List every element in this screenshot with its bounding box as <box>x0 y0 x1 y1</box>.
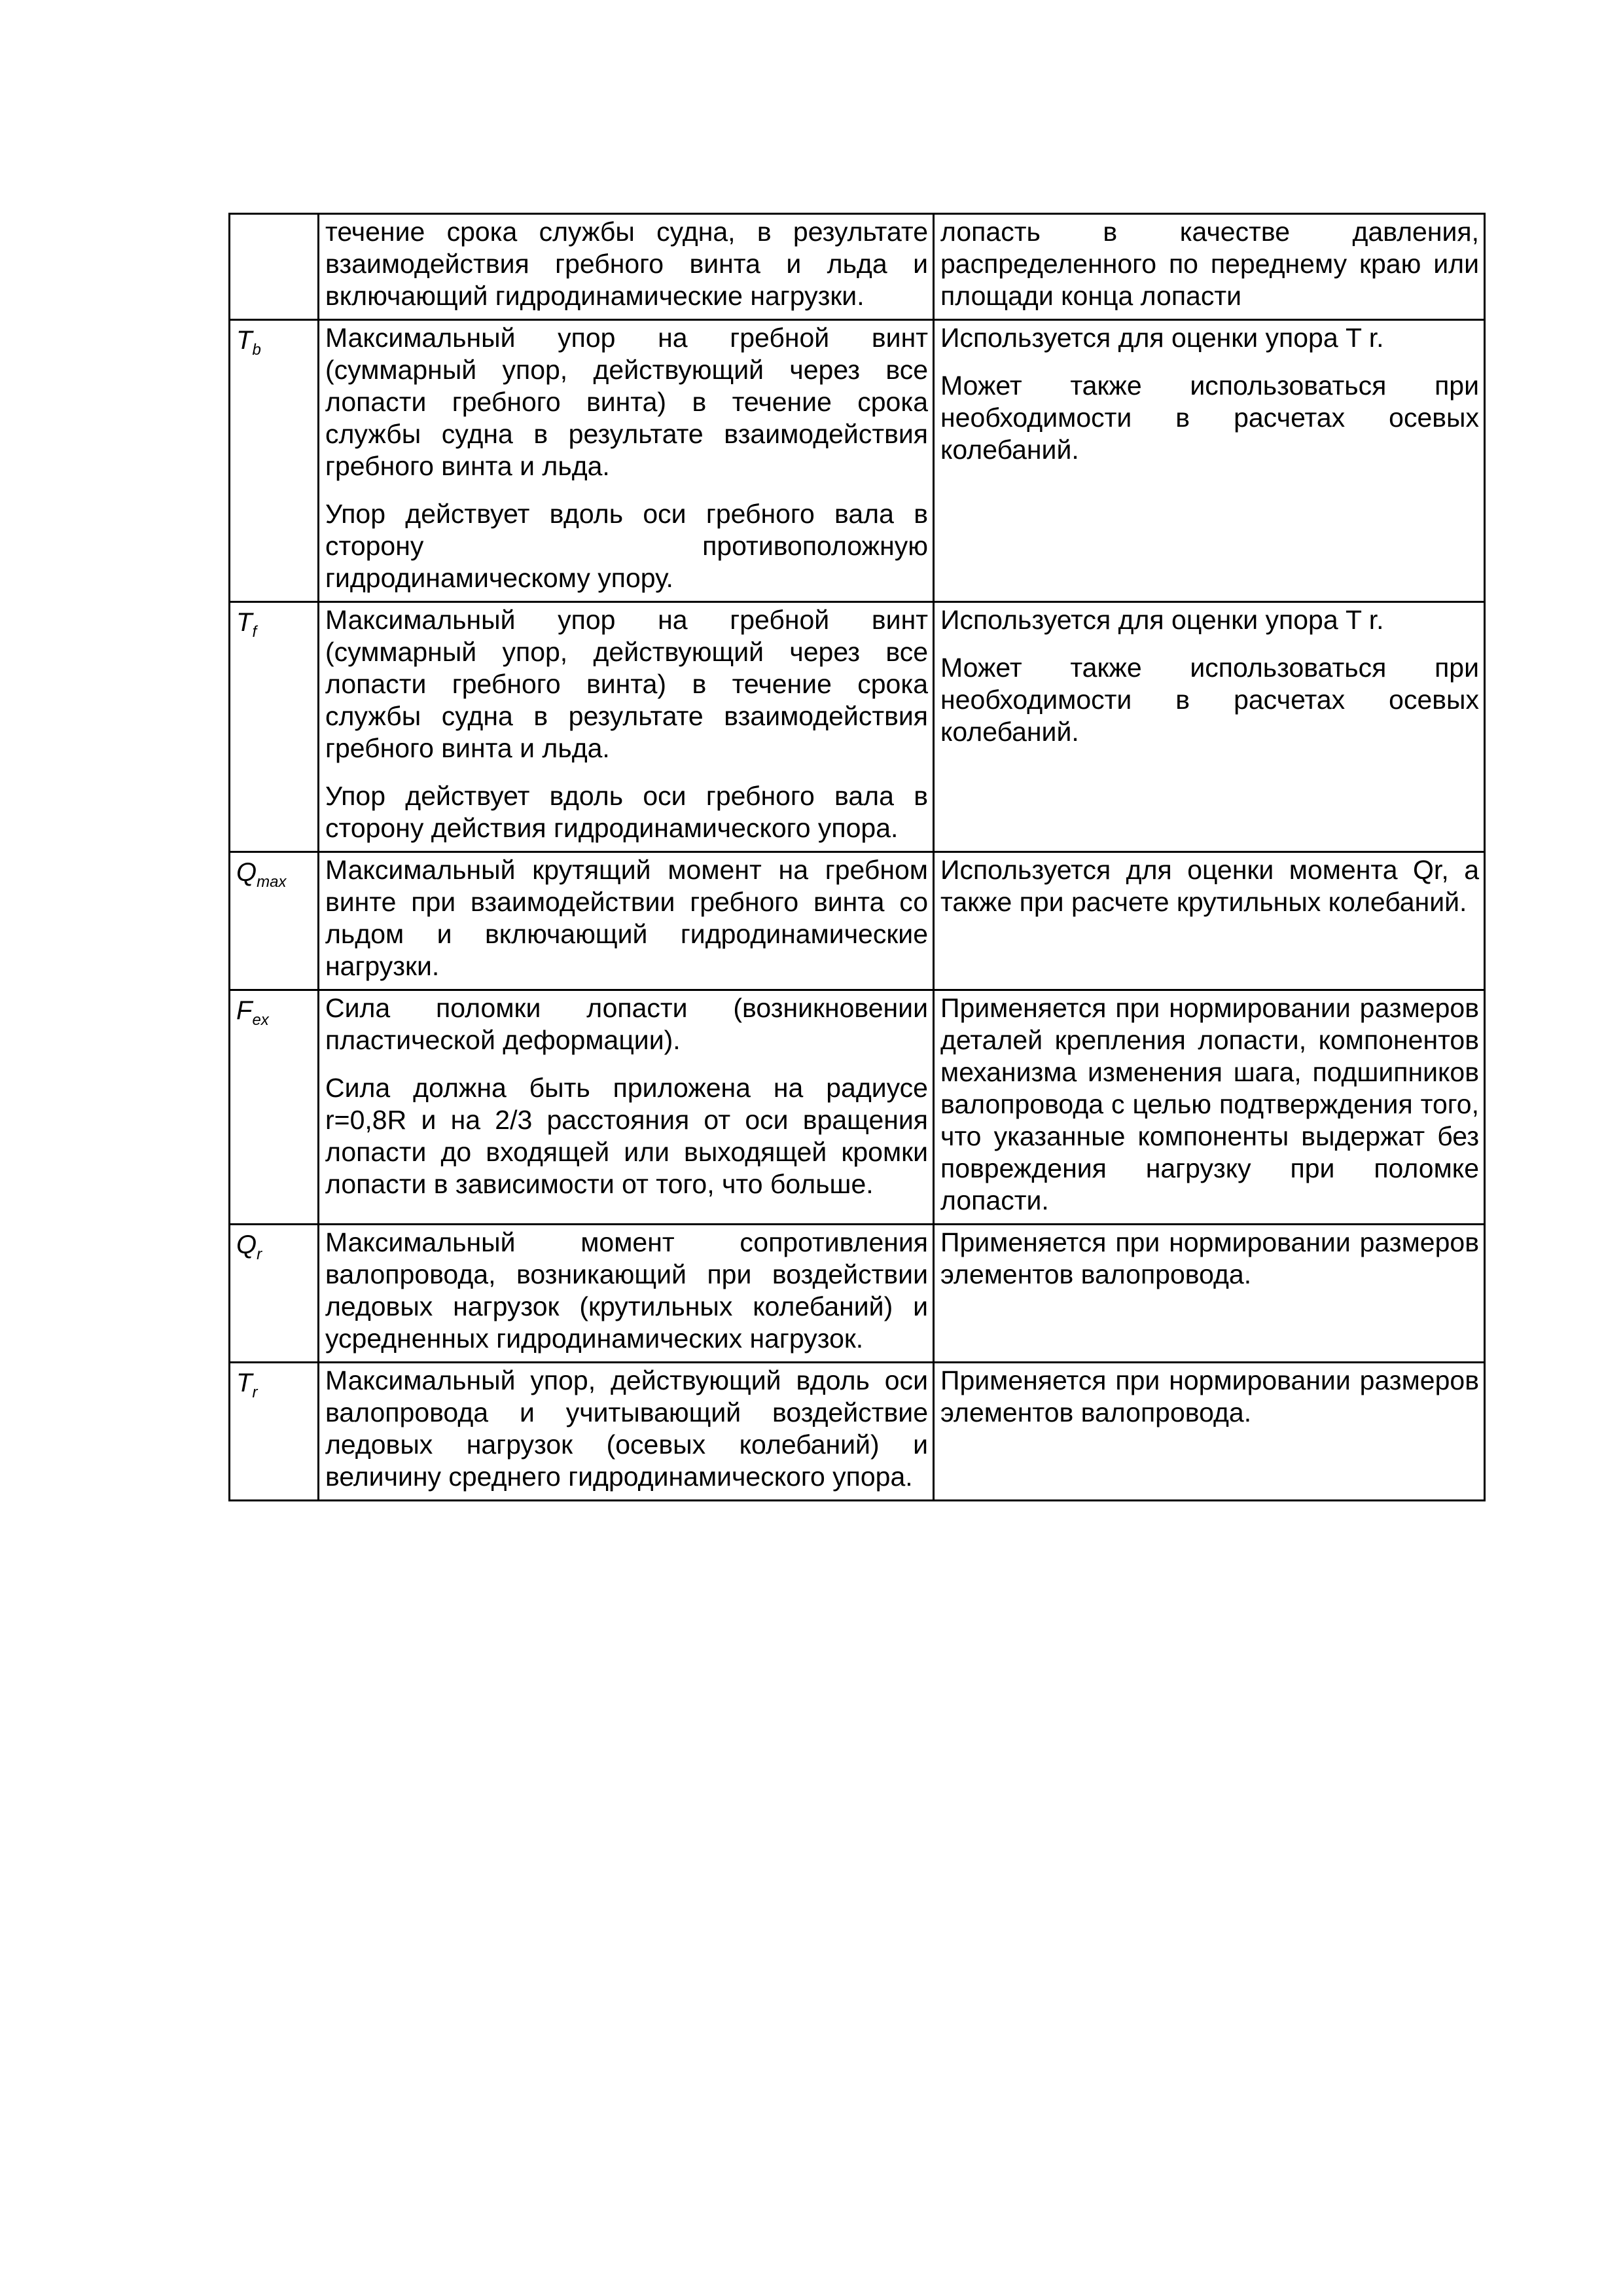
usage-cell <box>934 1225 1485 1363</box>
usage-paragraph: Применяется при нормировании размеров деталей крепления лопасти, компонентов механизма изменения шага, подшипников валопровода с целью подтверждения того, что указанные компоненты выдержат без повреждения нагрузку при поломке лопасти. <box>940 993 1479 1215</box>
usage-cell <box>934 852 1485 990</box>
symbol: Q <box>236 858 257 887</box>
symbol: T <box>236 608 253 637</box>
symbol: T <box>236 326 253 355</box>
symbol-cell <box>230 1225 319 1363</box>
table-row <box>230 990 1485 1225</box>
usage-paragraph: Используется для оценки момента Qr, а также при расчете крутильных колебаний. <box>940 855 1479 917</box>
symbol-cell <box>230 214 319 320</box>
usage-paragraph: Применяется при нормировании размеров элементов валопровода. <box>940 1227 1479 1289</box>
definition-paragraph: Упор действует вдоль оси гребного вала в сторону противоположную гидродинамическому упору. <box>325 499 928 593</box>
symbol-subscript: f <box>252 623 257 641</box>
definition-paragraph: Максимальный упор, действующий вдоль оси валопровода и учитывающий воздействие ледовых нагрузок (осевых колебаний) и величину среднего гидродинамического упора. <box>325 1365 928 1492</box>
symbol-cell <box>230 1363 319 1501</box>
table-row <box>230 1225 1485 1363</box>
definition-cell <box>319 602 934 852</box>
table-row <box>230 852 1485 990</box>
table-row <box>230 214 1485 320</box>
load-definitions-table <box>228 213 1486 1501</box>
definition-cell <box>319 852 934 990</box>
table-row <box>230 602 1485 852</box>
definition-paragraph: Сила должна быть приложена на радиусе r=0,8R и на 2/3 расстояния от оси вращения лопасти до входящей или выходящей кромки лопасти в зависимости от того, что больше. <box>325 1073 928 1199</box>
definition-paragraph: Сила поломки лопасти (возникновении пластической деформации). <box>325 993 928 1055</box>
table-row <box>230 320 1485 602</box>
symbol: Q <box>236 1230 257 1259</box>
definition-paragraph: Максимальный упор на гребной винт (суммарный упор, действующий через все лопасти гребного винта) в течение срока службы судна в результате взаимодействия гребного винта и льда. <box>325 605 928 763</box>
definition-paragraph: Максимальный момент сопротивления валопровода, возникающий при воздействии ледовых нагрузок (крутильных колебаний) и усредненных гидродинамических нагрузок. <box>325 1227 928 1354</box>
symbol: T <box>236 1369 253 1397</box>
symbol-subscript: max <box>257 873 287 891</box>
definition-paragraph: Максимальный упор на гребной винт (суммарный упор, действующий через все лопасти гребного винта) в течение срока службы судна в результате взаимодействия гребного винта и льда. <box>325 323 928 481</box>
symbol-subscript: r <box>252 1384 258 1401</box>
symbol-cell <box>230 990 319 1225</box>
definition-cell <box>319 320 934 602</box>
usage-paragraph: Может также использоваться при необходимости в расчетах осевых колебаний. <box>940 370 1479 465</box>
usage-paragraph: Используется для оценки упора T r. <box>940 605 1384 635</box>
symbol-subscript: r <box>257 1246 262 1263</box>
symbol-subscript: b <box>252 341 261 359</box>
table-row <box>230 1363 1485 1501</box>
usage-paragraph: лопасть в качестве давления, распределенного по переднему краю или площади конца лопасти <box>940 217 1479 311</box>
definition-cell <box>319 1363 934 1501</box>
symbol: F <box>236 996 253 1025</box>
symbol-cell <box>230 602 319 852</box>
definition-cell <box>319 214 934 320</box>
usage-cell <box>934 320 1485 602</box>
definition-paragraph: Максимальный крутящий момент на гребном винте при взаимодействии гребного винта со льдом и включающий гидродинамические нагрузки. <box>325 855 928 981</box>
usage-paragraph: Используется для оценки упора T r. <box>940 323 1384 353</box>
symbol-subscript: ex <box>252 1011 269 1029</box>
symbol-cell <box>230 852 319 990</box>
usage-cell <box>934 214 1485 320</box>
usage-cell <box>934 602 1485 852</box>
usage-paragraph: Применяется при нормировании размеров элементов валопровода. <box>940 1365 1479 1427</box>
symbol-cell <box>230 320 319 602</box>
definition-paragraph: Упор действует вдоль оси гребного вала в сторону действия гидродинамического упора. <box>325 781 928 843</box>
usage-cell <box>934 990 1485 1225</box>
usage-cell <box>934 1363 1485 1501</box>
definition-cell <box>319 1225 934 1363</box>
definition-cell <box>319 990 934 1225</box>
usage-paragraph: Может также использоваться при необходимости в расчетах осевых колебаний. <box>940 653 1479 747</box>
definition-paragraph: течение срока службы судна, в результате взаимодействия гребного винта и льда и включающий гидродинамические нагрузки. <box>325 217 928 311</box>
